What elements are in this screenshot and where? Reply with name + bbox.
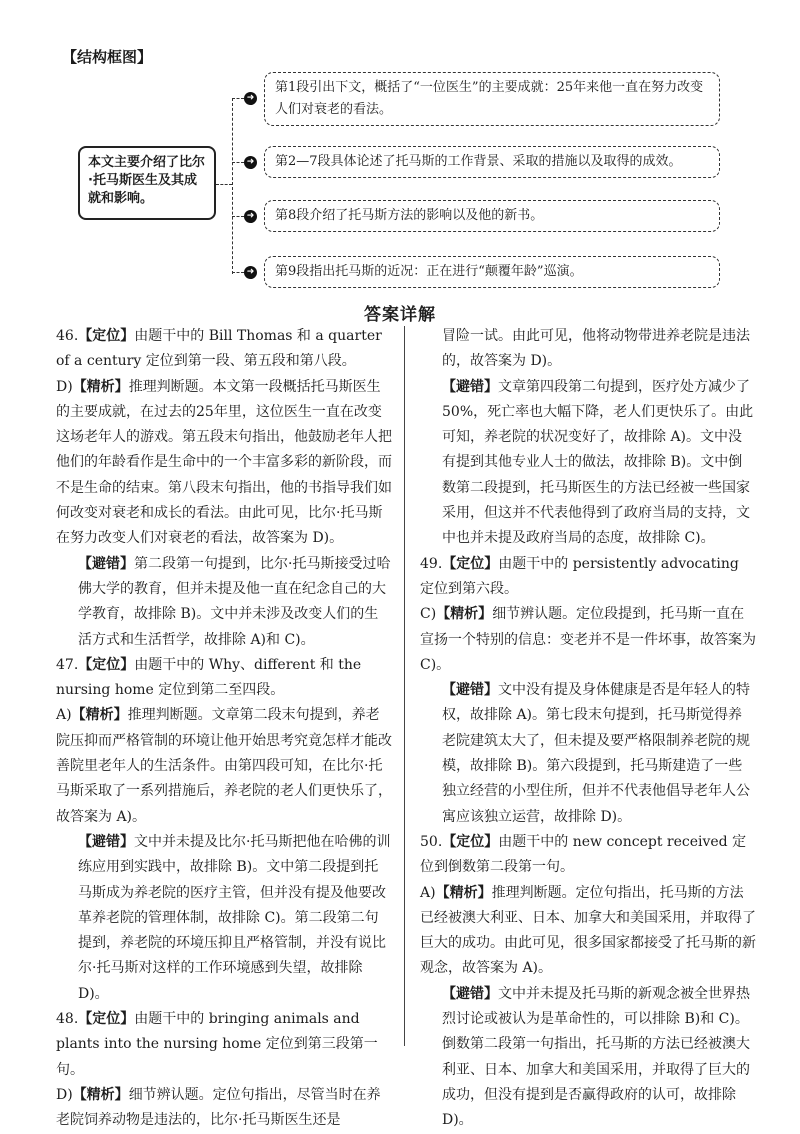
column-divider xyxy=(404,326,405,1046)
entry-tag: 【精析】 xyxy=(436,606,493,623)
entry-tag: 【精析】 xyxy=(435,884,492,901)
arrow-bullet-icon: ➜ xyxy=(244,156,257,169)
entry-text: 冒险一试。由此可见，他将动物带进养老院是违法的，故答案为 D)。 xyxy=(442,328,750,370)
connector-vertical xyxy=(232,98,233,274)
entry-text: 推理判断题。定位句指出，托马斯的方法已经被澳大利亚、日本、加拿大和美国采用，并取得了巨大的成功。由此可见，很多国家都接受了托马斯的新观念，故答案为 A)。 xyxy=(420,884,756,977)
right-column xyxy=(420,324,756,1134)
entry-text: 文中没有提及身体健康是否是年轻人的特权，故排除 A)。第七段末句提到，托马斯觉得养老院建筑太大了，但未提及要严格限制养老院的规模，故排除 B)。第六段提到，托马斯建造了一些独立经营的小型住所，但并不代表他倡导老年人公寓应该独立运营，故排除 D)。 xyxy=(442,682,750,825)
structure-node-2: 第2—7段具体论述了托马斯的工作背景、采取的措施以及取得的成效。 xyxy=(264,146,720,178)
entry xyxy=(420,375,756,552)
entry-text: 由题干中的 new concept received 定位到倒数第二段第一句。 xyxy=(420,833,747,876)
branch-line xyxy=(232,98,244,99)
entry xyxy=(420,678,756,830)
entry xyxy=(56,552,392,653)
structure-node-4: 第9段指出托马斯的近况：正在进行“颠覆年龄”巡演。 xyxy=(264,256,720,288)
arrow-bullet-icon: ➜ xyxy=(244,266,257,279)
entry xyxy=(56,1083,392,1134)
arrow-bullet-icon: ➜ xyxy=(244,210,257,223)
entry xyxy=(56,1007,392,1083)
structure-title: 【结构框图】 xyxy=(62,48,153,66)
entry-text: 文中并未提及比尔·托马斯把他在哈佛的训练应用到实践中，故排除 B)。文中第二段提到托马斯成为养老院的医疗主管，但并没有提及他要改革养老院的管理体制，故排除 C)。第二段第二句提到，养老院的环境压抑且严格管制，并没有说比尔·托马斯对这样的工作环境感到失望，故排除 D)。 xyxy=(78,833,391,1002)
entry-tag: 【避错】 xyxy=(78,555,134,572)
entry-text: 第二段第一句提到，比尔·托马斯接受过哈佛大学的教育，但并未提及他一直在纪念自己的大学教育，故排除 B)。文中并未涉及改变人们的生活方式和生活哲学，故排除 A)和 C)。 xyxy=(78,555,391,648)
entry-tag: 【避错】 xyxy=(442,985,498,1002)
summary-box: 本文主要介绍了比尔·托马斯医生及其成就和影响。 xyxy=(78,146,216,220)
entry-lead: D) xyxy=(56,378,73,395)
entry xyxy=(420,602,756,678)
entry-tag: 【定位】 xyxy=(78,1011,135,1028)
entry-tag: 【避错】 xyxy=(78,833,134,850)
entry xyxy=(56,375,392,552)
entry-tag: 【避错】 xyxy=(442,682,498,699)
entry xyxy=(420,324,756,375)
entry-tag: 【避错】 xyxy=(442,378,498,395)
entry-lead: 46. xyxy=(56,328,79,344)
entry-text: 细节辨认题。定位句指出，尽管当时在养老院饲养动物是违法的，比尔·托马斯医生还是 xyxy=(56,1086,381,1129)
entry-text: 由题干中的 Why、different 和 the nursing home 定位到第二至四段。 xyxy=(56,656,362,699)
entry xyxy=(56,830,392,1007)
entry-text: 由题干中的 Bill Thomas 和 a quarter of a century 定位到第一段、第五段和第八段。 xyxy=(56,328,382,370)
entry-tag: 【定位】 xyxy=(78,328,135,344)
entry xyxy=(56,703,392,829)
entry-tag: 【定位】 xyxy=(442,833,499,850)
structure-node-3: 第8段介绍了托马斯方法的影响以及他的新书。 xyxy=(264,200,720,232)
entry xyxy=(420,552,756,603)
entry-tag: 【精析】 xyxy=(72,378,129,395)
entry-text: 推理判断题。本文第一段概括托马斯医生的主要成就，在过去的25年里，这位医生一直在改变这场老年人的游戏。第五段末句指出，他鼓励老年人把他们的年龄看作是生命中的一个丰富多彩的新阶段，而不是生命的结束。第八段末句指出，他的书指导我们如何改变对衰老和成长的看法。由此可见，比尔·托马斯在努力改变人们对衰老的看法，故答案为 D)。 xyxy=(56,378,392,547)
entry-text: 文章第四段第二句提到，医疗处方减少了50%，死亡率也大幅下降，老人们更快乐了。由此可知，养老院的状况变好了，故排除 A)。文中没有提到其他专业人士的做法，故排除 B)。文中倒数第二段提到，托马斯医生的方法已经被一些国家采用，但这并不代表他得到了政府当局的支持，文中也并未提及政府当局的态度，故排除 C)。 xyxy=(442,378,754,547)
entry-tag: 【精析】 xyxy=(71,707,128,724)
entry-lead: 48. xyxy=(56,1011,79,1028)
answers-heading: 答案详解 xyxy=(364,305,436,325)
entry-lead: C) xyxy=(420,606,437,623)
entry-text: 细节辨认题。定位段提到，托马斯一直在宣扬一个特别的信息：变老并不是一件坏事，故答案为 C)。 xyxy=(420,606,756,673)
structure-node-1: 第1段引出下文，概括了“一位医生”的主要成就：25年来他一直在努力改变人们对衰老的看法。 xyxy=(264,72,720,126)
entry-lead: D) xyxy=(56,1086,73,1103)
entry-tag: 【精析】 xyxy=(72,1086,129,1103)
branch-line xyxy=(232,216,244,217)
entry xyxy=(420,982,756,1134)
entry-lead: 49. xyxy=(420,555,443,572)
entry xyxy=(420,830,756,881)
branch-line xyxy=(232,162,244,163)
entry xyxy=(56,653,392,704)
entry xyxy=(420,881,756,982)
left-column xyxy=(56,324,392,1134)
entry-tag: 【定位】 xyxy=(78,656,135,673)
entry-lead: 47. xyxy=(56,656,79,673)
entry-text: 由题干中的 persistently advocating 定位到第六段。 xyxy=(420,555,739,597)
connector-horizontal xyxy=(216,184,232,185)
entry-lead: 50. xyxy=(420,833,443,850)
entry-text: 文中并未提及托马斯的新观念被全世界热烈讨论或被认为是革命性的，可以排除 B)和 C)。倒数第二段第一句指出，托马斯的方法已经被澳大利亚、日本、加拿大和美国采用，并取得了巨大的成功，但没有提到是否赢得政府的认可，故排除 D)。 xyxy=(442,985,750,1129)
branch-line xyxy=(232,272,244,273)
arrow-bullet-icon: ➜ xyxy=(244,92,257,105)
entry xyxy=(56,324,392,375)
entry-lead: A) xyxy=(420,884,436,901)
entry-lead: A) xyxy=(56,707,72,724)
entry-text: 由题干中的 bringing animals and plants into the nursing home 定位到第三段第一句。 xyxy=(56,1011,378,1078)
entry-tag: 【定位】 xyxy=(442,555,499,572)
entry-text: 推理判断题。文章第二段末句提到，养老院压抑而严格管制的环境让他开始思考究竟怎样才能改善院里老年人的生活条件。由第四段可知，在比尔·托马斯采取了一系列措施后，养老院的老人们更快乐了，故答案为 A)。 xyxy=(56,707,392,825)
